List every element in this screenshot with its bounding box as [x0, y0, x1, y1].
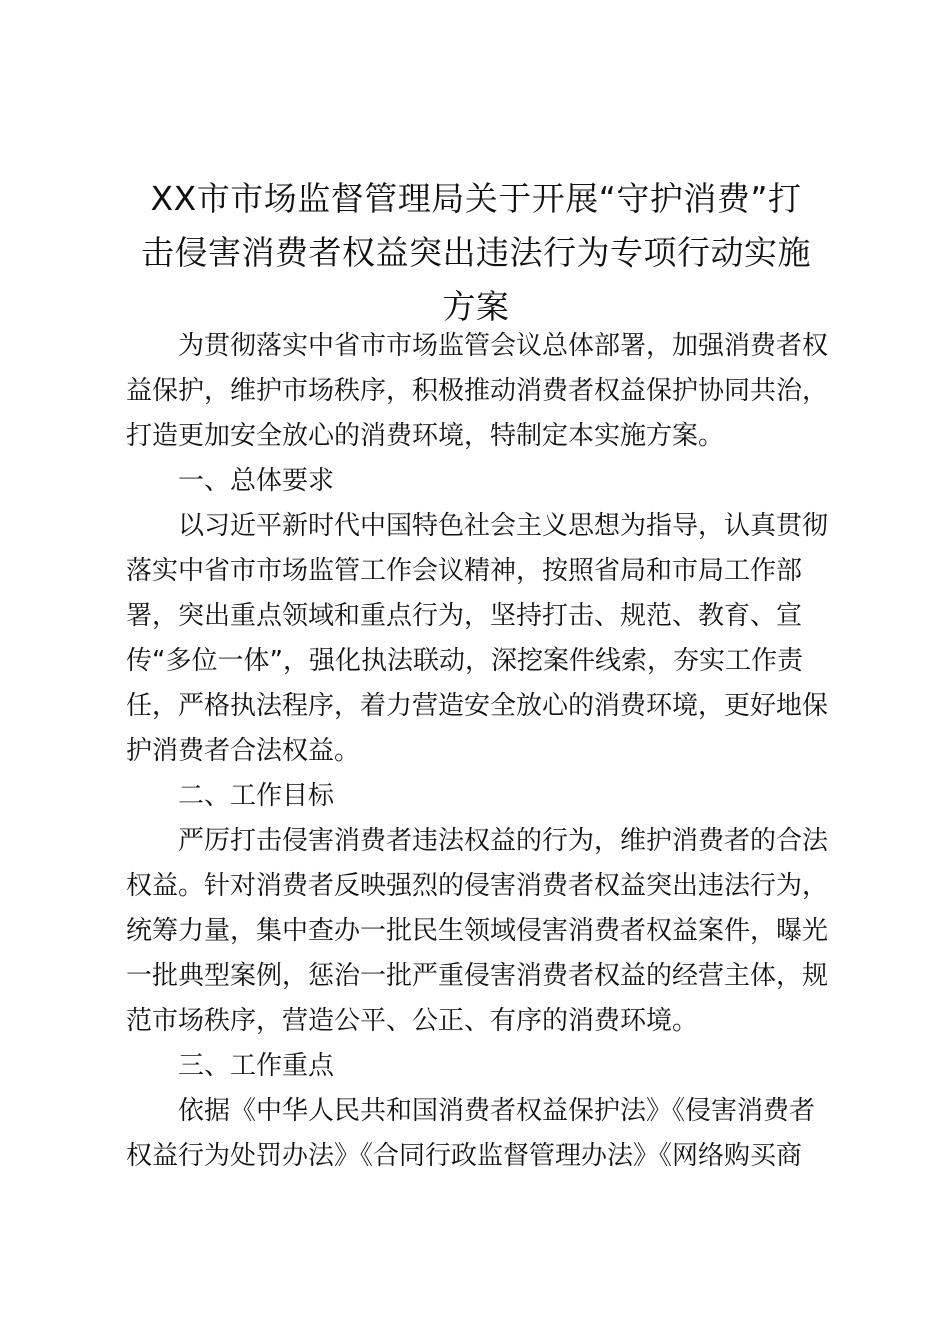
paragraph-line: 权益行为处罚办法》《合同行政监督管理办法》《网络购买商 — [126, 1141, 803, 1171]
paragraph-line: 依据《中华人民共和国消费者权益保护法》《侵害消费者 — [178, 1096, 816, 1126]
paragraph-line: 益保护，维护市场秩序，积极推动消费者权益保护协同共治， — [126, 376, 829, 406]
section-heading-general-requirements: 一、总体要求 — [178, 466, 335, 496]
paragraph-line: 署，突出重点领域和重点行为，坚持打击、规范、教育、宣 — [126, 601, 803, 631]
paragraph-line: 落实中省市市场监管工作会议精神，按照省局和市局工作部 — [126, 556, 803, 586]
title-line-3: 方案 — [442, 287, 510, 326]
paragraph-line: 一批典型案例，惩治一批严重侵害消费者权益的经营主体，规 — [126, 961, 829, 991]
paragraph-line: 为贯彻落实中省市市场监管会议总体部署，加强消费者权 — [178, 331, 829, 361]
paragraph-line: 传“多位一体”，强化执法联动，深挖案件线索，夯实工作责 — [126, 646, 803, 676]
section-heading-work-goals: 二、工作目标 — [178, 781, 335, 811]
paragraph-line: 打造更加安全放心的消费环境，特制定本实施方案。 — [126, 421, 725, 451]
paragraph-line: 统筹力量，集中查办一批民生领域侵害消费者权益案件，曝光 — [126, 916, 829, 946]
title-line-1: XX市市场监督管理局关于开展“守护消费”打 — [150, 179, 802, 218]
paragraph-line: 严厉打击侵害消费者违法权益的行为，维护消费者的合法 — [178, 826, 829, 856]
paragraph-line: 护消费者合法权益。 — [126, 736, 361, 766]
paragraph-line: 任，严格执法程序，着力营造安全放心的消费环境，更好地保 — [126, 691, 829, 721]
title-line-2: 击侵害消费者权益突出违法行为专项行动实施 — [141, 233, 811, 272]
paragraph-line: 权益。针对消费者反映强烈的侵害消费者权益突出违法行为， — [126, 871, 829, 901]
document-title — [120, 172, 832, 334]
paragraph-line: 以习近平新时代中国特色社会主义思想为指导，认真贯彻 — [178, 511, 829, 541]
section-heading-work-focus: 三、工作重点 — [178, 1051, 335, 1081]
document-body — [126, 324, 831, 1179]
paragraph-line: 范市场秩序，营造公平、公正、有序的消费环境。 — [126, 1006, 699, 1036]
